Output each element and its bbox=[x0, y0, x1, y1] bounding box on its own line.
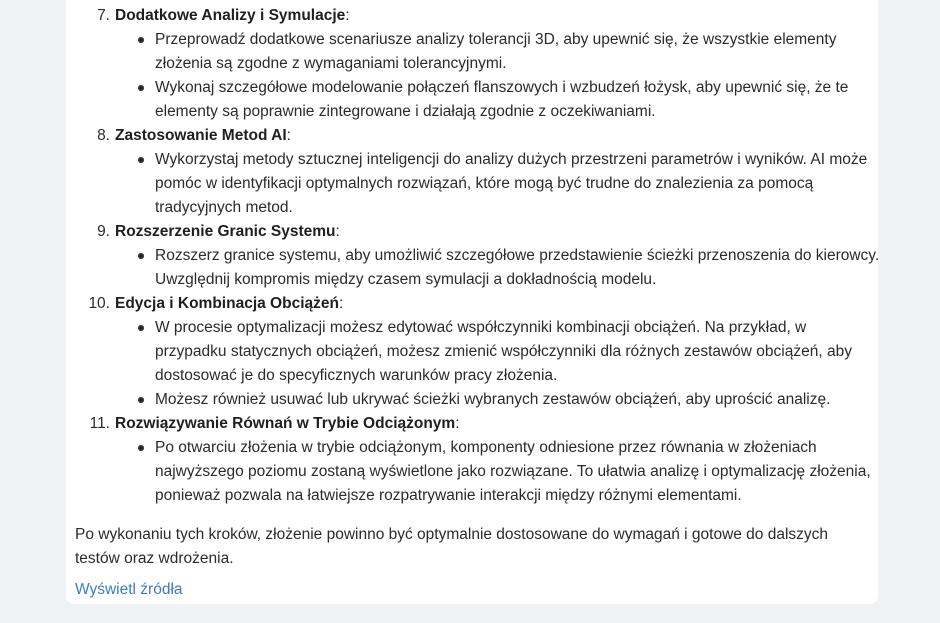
bullet-item bbox=[115, 244, 880, 292]
bullet-icon bbox=[138, 157, 144, 163]
bullet-text: Rozszerz granice systemu, aby umożliwić szczegółowe przedstawienie ścieżki przenoszenia do kierowcy. Uwzględnij kompromis między czasem symulacji a dokładnością modelu. bbox=[155, 247, 880, 288]
steps-list bbox=[75, 4, 880, 508]
response-content bbox=[75, 4, 880, 602]
step-number: 10. bbox=[88, 295, 110, 312]
step-item: 9. Rozszerzenie Granic Systemu: Rozszerz granice systemu, aby umożliwić szczegółowe przedstawienie ścieżki przenoszenia do kierowcy. Uwzględnij kompromis między czasem symulacji a dokładnością modelu. bbox=[75, 220, 880, 292]
bullet-list bbox=[115, 148, 880, 220]
bullet-text: W procesie optymalizacji możesz edytować współczynniki kombinacji obciążeń. Na przykład, w przypadku statycznych obciążeń, możesz zmienić współczynniki dla różnych zestawów obciążeń, aby dostosować je do specyficznych warunków pracy złożenia. bbox=[155, 319, 852, 384]
step-title: Rozwiązywanie Równań w Trybie Odciążonym bbox=[115, 415, 456, 432]
step-title: Rozszerzenie Granic Systemu bbox=[115, 223, 336, 240]
bullet-icon bbox=[138, 445, 144, 451]
bullet-list bbox=[115, 436, 880, 508]
summary-paragraph: Po wykonaniu tych kroków, złożenie powinno być optymalnie dostosowane do wymagań i gotowe do dalszych testów oraz wdrożenia. bbox=[75, 526, 829, 567]
bullet-item bbox=[115, 388, 880, 412]
bullet-text: Wykonaj szczegółowe modelowanie połączeń flanszowych i wzbudzeń łożysk, aby upewnić się, że te elementy są poprawnie zintegrowane i działają zgodnie z oczekiwaniami. bbox=[155, 79, 849, 120]
step-item: 8. Zastosowanie Metod AI: Wykorzystaj metody sztucznej inteligencji do analizy dużych przestrzeni parametrów i wyników. AI może pomóc w identyfikacji optymalnych rozwiązań, które mogą być trudne do znalezienia za pomocą tradycyjnych metod. bbox=[75, 124, 880, 220]
step-title: Zastosowanie Metod AI bbox=[115, 127, 287, 144]
bullet-list bbox=[115, 28, 880, 124]
bullet-item bbox=[115, 316, 880, 388]
step-title: Dodatkowe Analizy i Symulacje bbox=[115, 7, 346, 24]
step-item: 11. Rozwiązywanie Równań w Trybie Odciążonym: Po otwarciu złożenia w trybie odciążonym, komponenty odniesione przez równania w złożeniach najwyższego poziomu zostaną wyświetlone jako rozwiązane. To ułatwia analizę i optymalizację złożenia, ponieważ pozwala na łatwiejsze rozpatrywanie interakcji między różnymi elementami. bbox=[75, 412, 880, 508]
step-number: 11. bbox=[89, 415, 110, 432]
step-title: Edycja i Kombinacja Obciążeń bbox=[115, 295, 339, 312]
step-number: 7. bbox=[97, 7, 110, 24]
bullet-text: Wykorzystaj metody sztucznej inteligencji do analizy dużych przestrzeni parametrów i wyników. AI może pomóc w identyfikacji optymalnych rozwiązań, które mogą być trudne do znalezienia za pomocą tradycyjnych metod. bbox=[155, 151, 868, 216]
bullet-item bbox=[115, 76, 880, 124]
bullet-icon bbox=[138, 397, 144, 403]
bullet-item bbox=[115, 436, 880, 508]
bullet-icon bbox=[138, 253, 144, 259]
bullet-text: Po otwarciu złożenia w trybie odciążonym, komponenty odniesione przez równania w złożeniach najwyższego poziomu zostaną wyświetlone jako rozwiązane. To ułatwia analizę i optymalizację złożenia, ponieważ pozwala na łatwiejsze rozpatrywanie interakcji między różnymi elementami. bbox=[155, 439, 871, 504]
bullet-item bbox=[115, 28, 880, 76]
view-sources-link[interactable]: Wyświetl źródła bbox=[75, 581, 183, 598]
bullet-text: Przeprowadź dodatkowe scenariusze analizy tolerancji 3D, aby upewnić się, że wszystkie elementy złożenia są zgodne z wymaganiami tolerancyjnymi. bbox=[155, 31, 837, 72]
bullet-icon bbox=[138, 37, 144, 43]
bullet-list bbox=[115, 244, 880, 292]
bullet-icon bbox=[138, 85, 144, 91]
step-number: 9. bbox=[97, 223, 110, 240]
step-number: 8. bbox=[97, 127, 110, 144]
step-item: 7. Dodatkowe Analizy i Symulacje: Przeprowadź dodatkowe scenariusze analizy tolerancji 3D, aby upewnić się, że wszystkie elementy złożenia są zgodne z wymaganiami tolerancyjnymi. Wykonaj szczegółowe modelowanie połączeń flanszowych i wzbudzeń łożysk, aby upewnić się, że te elementy są poprawnie zintegrowane i działają zgodnie z oczekiwaniami. bbox=[75, 4, 880, 124]
bullet-text: Możesz również usuwać lub ukrywać ścieżki wybranych zestawów obciążeń, aby uprościć analizę. bbox=[155, 391, 831, 408]
bullet-icon bbox=[138, 325, 144, 331]
step-item: 10. Edycja i Kombinacja Obciążeń: W procesie optymalizacji możesz edytować współczynniki kombinacji obciążeń. Na przykład, w przypadku statycznych obciążeń, możesz zmienić współczynniki dla różnych zestawów obciążeń, aby dostosować je do specyficznych warunków pracy złożenia. Możesz również usuwać lub ukrywać ścieżki wybranych zestawów obciążeń, aby uprościć analizę. bbox=[75, 292, 880, 412]
bullet-item bbox=[115, 148, 880, 220]
bullet-list bbox=[115, 316, 880, 412]
